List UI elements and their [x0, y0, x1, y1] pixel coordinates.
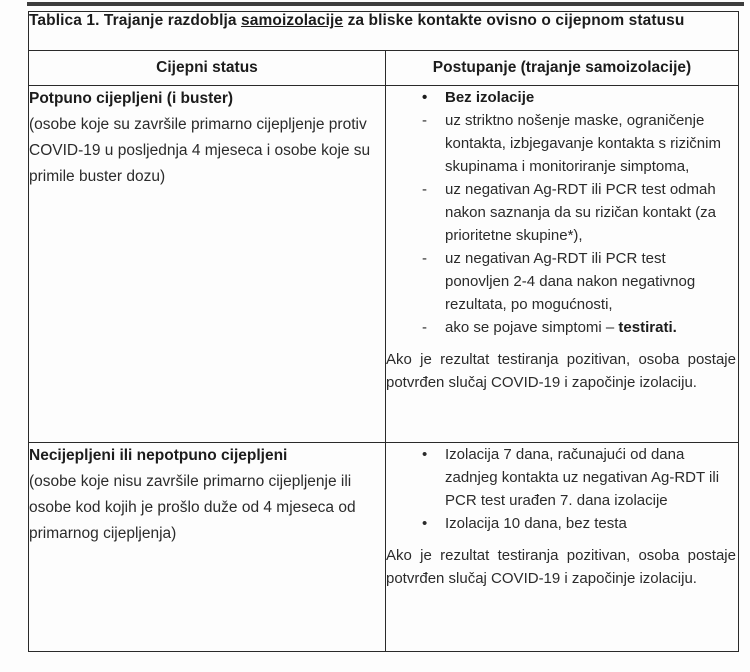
table-header-row	[29, 51, 739, 86]
status-cell-unvaccinated	[29, 443, 386, 652]
list-item-text: uz negativan Ag-RDT ili PCR test odmah nakon saznanja da su rizičan kontakt (za prioritetne skupine*),	[445, 181, 716, 244]
list-item-text: uz striktno nošenje maske, ograničenje kontakta, izbjegavanje kontakta s rizičnim skupinama i monitoriranje simptoma,	[445, 112, 721, 175]
list-item-text: Izolacija 7 dana, računajući od dana zadnjeg kontakta uz negativan Ag-RDT ili PCR test urađen 7. dana izolacije	[445, 446, 720, 509]
list-item-text	[445, 316, 738, 339]
list-item-text: Bez izolacije	[445, 89, 535, 106]
table-row-fully-vaccinated	[29, 86, 739, 443]
dash-icon: -	[422, 181, 427, 198]
list-item-text-bold: testirati.	[618, 319, 677, 336]
horizontal-rule	[27, 2, 744, 6]
table-title	[29, 12, 739, 51]
status-cell-fully-vaccinated	[29, 86, 386, 443]
isolation-duration-table	[28, 11, 739, 652]
list-item	[422, 109, 738, 178]
table-row-unvaccinated	[29, 443, 739, 652]
bullet-icon: •	[422, 89, 428, 106]
list-item-text-normal: ako se pojave simptomi –	[445, 319, 619, 336]
column-header-procedure: Postupanje (trajanje samoizolacije)	[386, 51, 739, 86]
procedure-list	[386, 443, 738, 535]
procedure-cell-fully-vaccinated	[386, 86, 739, 443]
list-item	[422, 178, 738, 247]
bullet-icon: •	[422, 446, 428, 463]
status-description: (osobe koje nisu završile primarno cijepljenje ili osobe kod kojih je prošlo duže od 4 mjeseca od primarnog cijepljenja)	[29, 473, 356, 542]
table-title-row	[29, 12, 739, 51]
dash-icon: -	[422, 250, 427, 267]
table-title-underlined-word: samoizolacije	[241, 12, 344, 29]
status-description: (osobe koje su završile primarno cijepljenje protiv COVID-19 u posljednja 4 mjeseca i osobe koje su primile buster dozu)	[29, 116, 371, 185]
list-item	[422, 247, 738, 316]
list-item	[422, 443, 738, 512]
list-item	[422, 316, 738, 339]
status-title: Potpuno cijepljeni (i buster)	[29, 90, 234, 107]
list-item	[422, 86, 738, 109]
procedure-list	[386, 86, 738, 339]
list-item-text: uz negativan Ag-RDT ili PCR test ponovljen 2-4 dana nakon negativnog rezultata, po mogućnosti,	[445, 250, 696, 313]
list-item	[422, 512, 738, 535]
table-title-text-before: Tablica 1. Trajanje razdoblja	[29, 12, 242, 29]
status-title: Necijepljeni ili nepotpuno cijepljeni	[29, 447, 288, 464]
bullet-icon: •	[422, 515, 428, 532]
dash-icon: -	[422, 112, 427, 129]
list-item-text: Izolacija 10 dana, bez testa	[445, 515, 627, 532]
procedure-cell-unvaccinated	[386, 443, 739, 652]
table-title-text-after: za bliske kontakte ovisno o cijepnom statusu	[343, 12, 685, 29]
positive-result-note: Ako je rezultat testiranja pozitivan, osoba postaje potvrđen slučaj COVID-19 i započinje izolaciju.	[386, 351, 736, 391]
dash-icon: -	[422, 319, 427, 336]
column-header-vaccination-status: Cijepni status	[29, 51, 386, 86]
positive-result-note: Ako je rezultat testiranja pozitivan, osoba postaje potvrđen slučaj COVID-19 i započinje izolaciju.	[386, 547, 736, 587]
